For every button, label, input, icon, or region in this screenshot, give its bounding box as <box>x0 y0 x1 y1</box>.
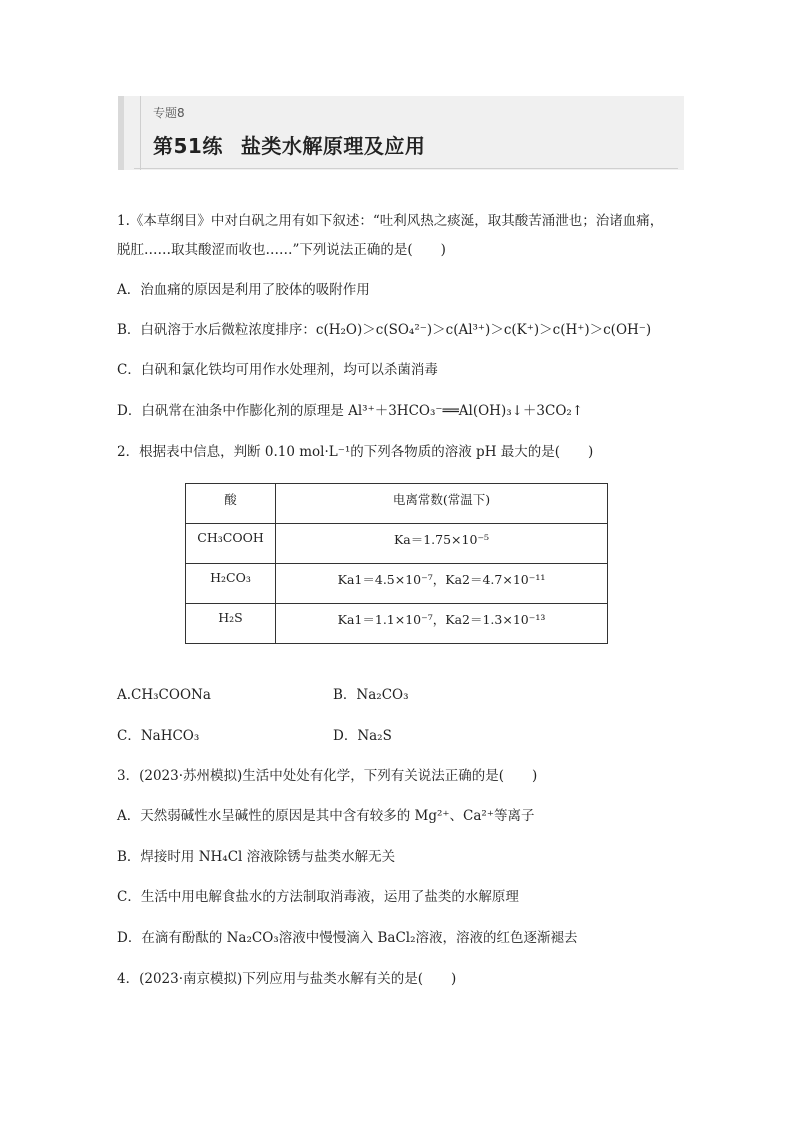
banner-inner <box>140 96 684 170</box>
q3-stem-close: ) <box>532 768 538 784</box>
table-cell: Ka1＝1.1×10⁻⁷，Ka2＝1.3×10⁻¹³ <box>276 604 608 644</box>
q3-option-c: C．生活中用电解食盐水的方法制取消毒液，运用了盐类的水解原理 <box>117 889 519 905</box>
q2-stem <box>117 442 593 462</box>
table-header-cell: 酸 <box>186 484 276 524</box>
q2-stem-text: 2．根据表中信息，判断 0.10 mol·L⁻¹的下列各物质的溶液 pH 最大的是( <box>117 444 561 460</box>
q1-option-b: B．白矾溶于水后微粒浓度排序：c(H₂O)＞c(SO₄²⁻)＞c(Al³⁺)＞c(K⁺)＞c(H⁺)＞c(OH⁻) <box>117 322 652 338</box>
q1-option-d: D．白矾常在油条中作膨化剂的原理是 Al³⁺＋3HCO₃⁻══Al(OH)₃↓＋3CO₂↑ <box>117 403 584 419</box>
table-cell: Ka1＝4.5×10⁻⁷，Ka2＝4.7×10⁻¹¹ <box>276 564 608 604</box>
q2-option-a: A.CH₃COONa <box>117 687 211 703</box>
q3-option-d: D．在滴有酚酞的 Na₂CO₃溶液中慢慢滴入 BaCl₂溶液，溶液的红色逐渐褪去 <box>117 930 578 946</box>
q4-stem-text: 4．(2023·南京模拟)下列应用与盐类水解有关的是( <box>117 971 424 987</box>
table-cell: H₂S <box>186 604 276 644</box>
q3-stem-text: 3．(2023·苏州模拟)生活中处处有化学，下列有关说法正确的是( <box>117 768 505 784</box>
table-cell: Ka＝1.75×10⁻⁵ <box>276 524 608 564</box>
table-row <box>186 564 608 604</box>
q2-stem-close: ) <box>588 444 594 460</box>
q4-stem <box>117 969 456 989</box>
table-cell: CH₃COOH <box>186 524 276 564</box>
lesson-title: 盐类水解原理及应用 <box>240 134 426 158</box>
q3-option-a: A．天然弱碱性水呈碱性的原因是其中含有较多的 Mg²⁺、Ca²⁺等离子 <box>117 808 535 824</box>
q1-stem-close: ) <box>440 242 446 258</box>
q3-stem <box>117 766 537 786</box>
q1-option-a: A．治血痛的原因是利用了胶体的吸附作用 <box>117 282 370 298</box>
banner-divider <box>134 168 678 169</box>
table-header-cell: 电离常数(常温下) <box>276 484 608 524</box>
table-row <box>186 604 608 644</box>
topic-label: 专题8 <box>153 106 185 120</box>
q2-option-d: D．Na₂S <box>333 728 392 744</box>
lesson-number: 第51练 <box>153 134 223 158</box>
q2-option-c: C．NaHCO₃ <box>117 728 200 744</box>
q1-stem-line1: 1.《本草纲目》中对白矾之用有如下叙述：“吐利风热之痰涎，取其酸苦涌泄也；治诸血痛， <box>117 213 664 229</box>
q1-stem-line2 <box>117 240 446 260</box>
q1-option-c: C．白矾和氯化铁均可用作水处理剂，均可以杀菌消毒 <box>117 362 438 378</box>
page-title <box>153 130 425 159</box>
table-row <box>186 524 608 564</box>
table-cell: H₂CO₃ <box>186 564 276 604</box>
acid-constants-table <box>185 483 608 644</box>
q2-option-b: B．Na₂CO₃ <box>333 687 409 703</box>
q1-stem-text: 脱肛……取其酸涩而收也……”下列说法正确的是( <box>117 242 413 258</box>
table-header-row <box>186 484 608 524</box>
q3-option-b: B．焊接时用 NH₄Cl 溶液除锈与盐类水解无关 <box>117 849 396 865</box>
q4-stem-close: ) <box>451 971 457 987</box>
chapter-banner <box>118 96 684 170</box>
